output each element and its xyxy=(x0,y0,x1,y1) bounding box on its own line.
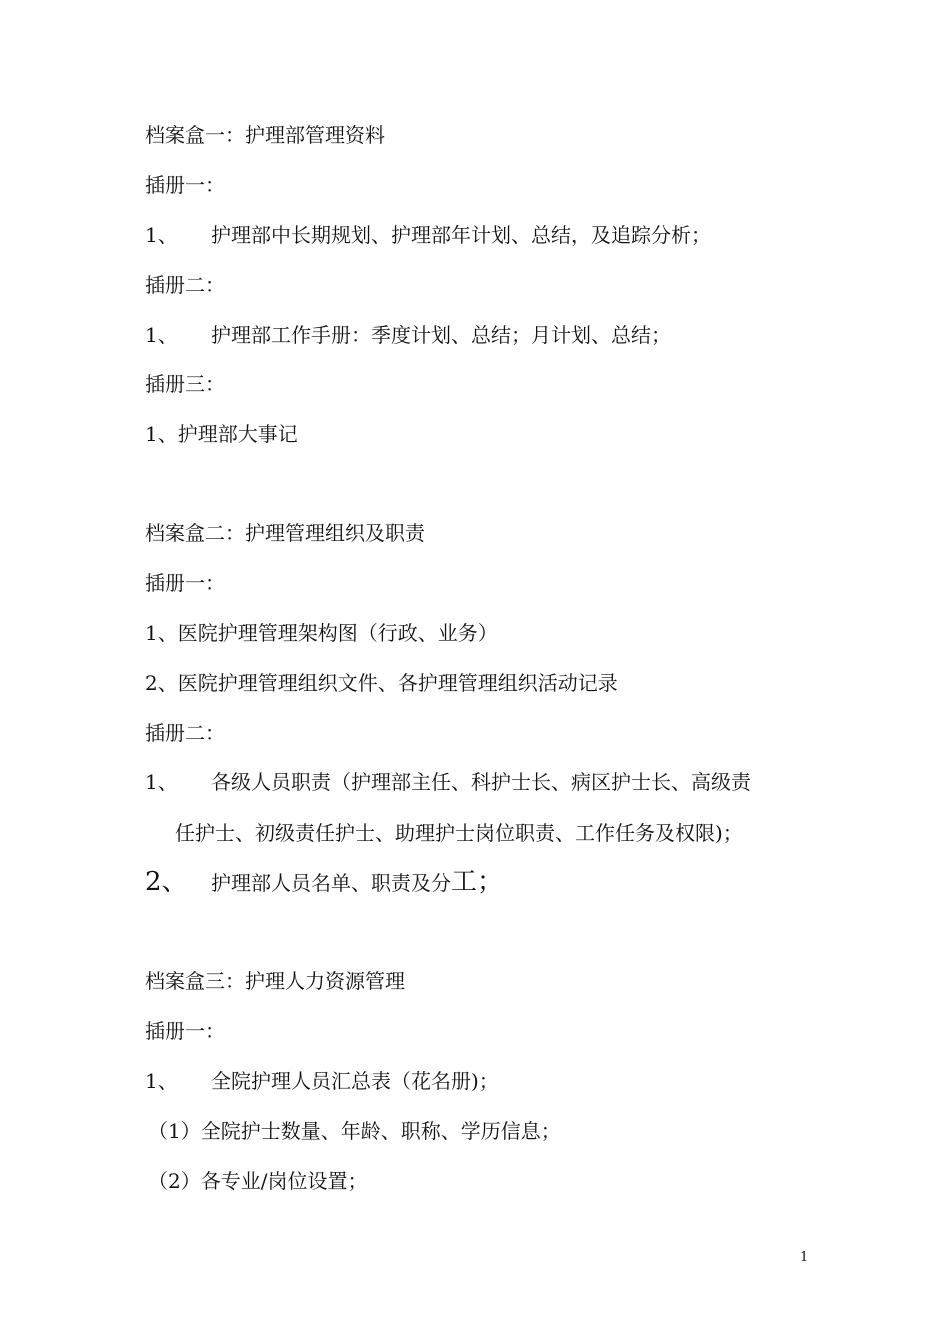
item-number: 1、 xyxy=(145,323,178,347)
box3-insert1-item1 xyxy=(145,1069,499,1093)
item-text-tail: 工； xyxy=(451,867,504,897)
box2-insert1-heading: 插册一： xyxy=(145,571,225,595)
item-number: 2、 xyxy=(145,867,188,897)
box1-insert3-heading: 插册三： xyxy=(145,372,225,396)
item-number: 1、 xyxy=(145,770,178,794)
box3-insert1-sub2: （2）各专业/岗位设置； xyxy=(148,1169,368,1193)
box1-insert1-item1 xyxy=(145,223,711,247)
box2-insert2-heading: 插册二： xyxy=(145,721,225,745)
item-text: 护理部工作手册：季度计划、总结；月计划、总结； xyxy=(211,323,671,347)
box2-insert1-item1: 1、医院护理管理架构图（行政、业务） xyxy=(145,621,498,645)
box2-insert2-item2 xyxy=(145,867,504,897)
box2-insert2-item1-continuation: 任护士、初级责任护士、助理护士岗位职责、工作任务及权限)； xyxy=(175,821,743,845)
item-number: 1、 xyxy=(145,223,178,247)
box3-title: 档案盒三：护理人力资源管理 xyxy=(145,969,405,993)
page-number: 1 xyxy=(800,1250,809,1265)
box1-insert3-item1: 1、护理部大事记 xyxy=(145,422,298,446)
item-text: 护理部中长期规划、护理部年计划、总结，及追踪分析； xyxy=(211,223,711,247)
item-text: 全院护理人员汇总表（花名册)； xyxy=(211,1069,499,1093)
box2-title: 档案盒二：护理管理组织及职责 xyxy=(145,521,425,545)
item-number: 1、 xyxy=(145,1069,178,1093)
box1-insert1-heading: 插册一： xyxy=(145,173,225,197)
item-text: 各级人员职责（护理部主任、科护士长、病区护士长、高级责 xyxy=(211,770,751,794)
box2-insert2-item1 xyxy=(145,770,751,794)
box2-insert1-item2: 2、医院护理管理组织文件、各护理管理组织活动记录 xyxy=(145,671,618,695)
box3-insert1-heading: 插册一： xyxy=(145,1019,225,1043)
box3-insert1-sub1: （1）全院护士数量、年龄、职称、学历信息； xyxy=(148,1119,561,1143)
box1-title: 档案盒一：护理部管理资料 xyxy=(145,123,385,147)
box1-insert2-item1 xyxy=(145,323,671,347)
item-text: 护理部人员名单、职责及分 xyxy=(211,871,451,895)
box1-insert2-heading: 插册二： xyxy=(145,273,225,297)
